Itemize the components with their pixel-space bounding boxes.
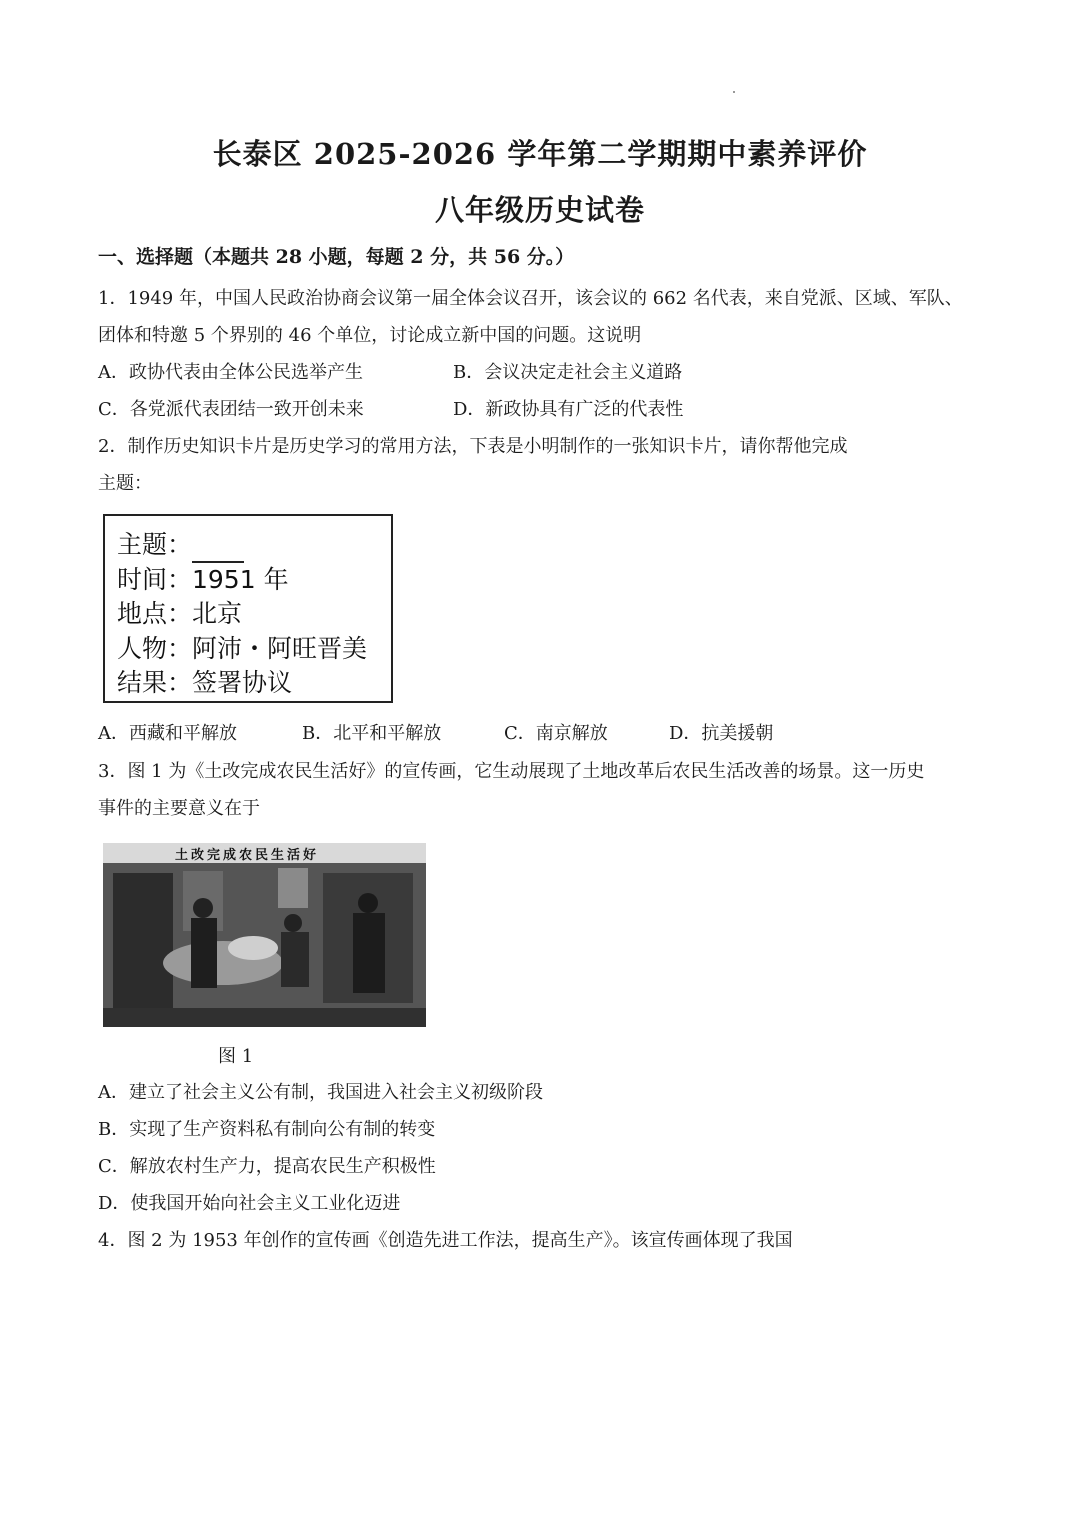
exam-subtitle: 八年级历史试卷 xyxy=(434,193,645,227)
speck xyxy=(733,91,735,93)
q3-option-c: C．解放农村生产力，提高农民生产积极性 xyxy=(98,1156,436,1177)
propaganda-poster-image xyxy=(103,843,426,1027)
section-heading: 一、选择题（本题共 28 小题，每题 2 分，共 56 分。） xyxy=(98,246,575,268)
q3-option-d: D．使我国开始向社会主义工业化迈进 xyxy=(98,1193,401,1214)
q1-stem-line1: 1．1949 年，中国人民政治协商会议第一届全体会议召开，该会议的 662 名代表，来自党派、区域、军队、 xyxy=(98,288,963,309)
card-time: 时间：1951 年 xyxy=(117,564,289,594)
card-place: 地点：北京 xyxy=(117,599,243,628)
card-theme-row xyxy=(117,528,391,563)
q1-stem-line2: 团体和特邀 5 个界别的 46 个单位，讨论成立新中国的问题。这说明 xyxy=(98,325,642,346)
q1-option-b: B．会议决定走社会主义道路 xyxy=(453,362,683,383)
q2-option-a: A．西藏和平解放 xyxy=(98,723,237,744)
exam-title: 长泰区 2025-2026 学年第二学期期中素养评价 xyxy=(212,137,868,171)
poster-caption: 土改完成农民生活好 xyxy=(175,848,320,863)
q1-option-c: C．各党派代表团结一致开创未来 xyxy=(98,399,364,420)
q3-option-a: A．建立了社会主义公有制，我国进入社会主义初级阶段 xyxy=(98,1082,543,1103)
card-person: 人物：阿沛・阿旺晋美 xyxy=(117,633,368,663)
card-result: 结果：签署协议 xyxy=(117,668,293,697)
card-theme-blank xyxy=(192,535,244,563)
q2-stem-line1: 2．制作历史知识卡片是历史学习的常用方法，下表是小明制作的一张知识卡片，请你帮他完成 xyxy=(98,436,848,457)
q1-option-a: A．政协代表由全体公民选举产生 xyxy=(98,362,363,383)
card-theme: 主题： xyxy=(117,530,193,559)
figure-1-label: 图 1 xyxy=(218,1046,254,1067)
q2-option-d: D．抗美援朝 xyxy=(669,723,774,744)
q3-stem-line2: 事件的主要意义在于 xyxy=(98,798,260,819)
q1-option-d: D．新政协具有广泛的代表性 xyxy=(453,399,684,420)
q4-stem-line1: 4．图 2 为 1953 年创作的宣传画《创造先进工作法，提高生产》。该宣传画体现了我国 xyxy=(98,1230,793,1251)
knowledge-card xyxy=(103,514,393,703)
q2-option-c: C．南京解放 xyxy=(504,723,608,744)
q2-option-b: B．北平和平解放 xyxy=(302,723,442,744)
q2-stem-line2: 主题： xyxy=(98,473,152,494)
q3-option-b: B．实现了生产资料私有制向公有制的转变 xyxy=(98,1119,436,1140)
q3-stem-line1: 3．图 1 为《土改完成农民生活好》的宣传画，它生动展现了土地改革后农民生活改善的场景。这一历史 xyxy=(98,761,925,782)
